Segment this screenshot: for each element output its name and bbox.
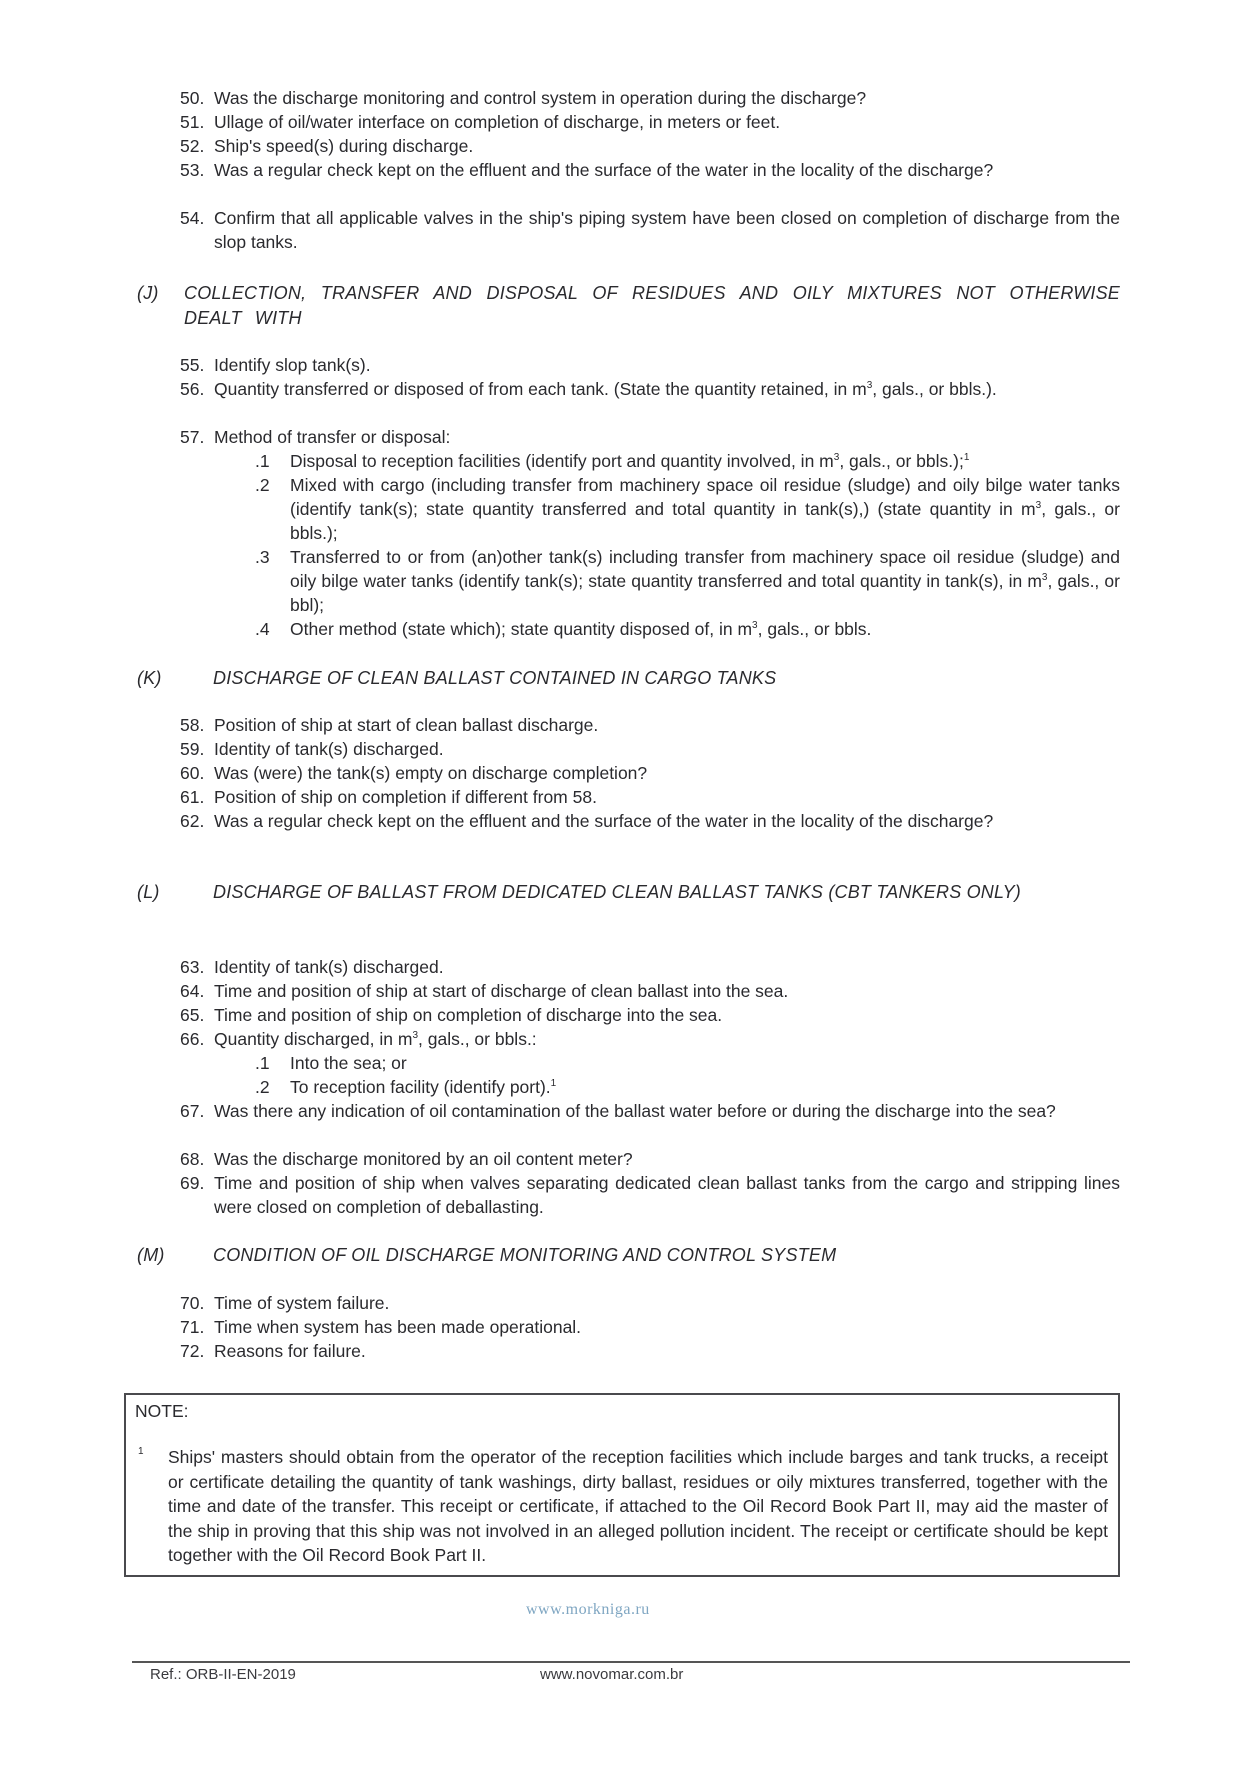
sub-item-text: Into the sea; or bbox=[290, 1053, 407, 1073]
sub-item bbox=[255, 1075, 1120, 1099]
sub-item bbox=[255, 617, 1120, 641]
item-number: 54. bbox=[180, 208, 205, 228]
item-text: Time and position of ship when valves separating dedicated clean ballast tanks from the cargo and stripping lines were closed on completion of deballasting. bbox=[214, 1173, 1120, 1217]
section-letter: (M) bbox=[137, 1245, 165, 1265]
footnote-marker: 1 bbox=[138, 1446, 144, 1457]
sub-item-text bbox=[290, 545, 1120, 617]
sub-item-text bbox=[290, 449, 1120, 473]
list-item bbox=[180, 110, 1120, 134]
footer-divider bbox=[132, 1661, 1130, 1663]
item-number: 50. bbox=[180, 88, 205, 108]
item-number: 59. bbox=[180, 739, 205, 759]
item-number: 57. bbox=[180, 427, 205, 447]
item-text-part: To reception facility (identify port). bbox=[290, 1077, 551, 1097]
superscript: 3 bbox=[833, 452, 840, 464]
item-text: Was a regular check kept on the effluent and the surface of the water in the locality of the discharge? bbox=[214, 811, 994, 831]
item-text: Ullage of oil/water interface on completion of discharge, in meters or feet. bbox=[214, 112, 781, 132]
sub-item-number: .4 bbox=[255, 619, 270, 639]
sub-item-text bbox=[290, 1075, 1120, 1099]
sub-item-number: .2 bbox=[255, 475, 270, 495]
sub-item bbox=[255, 473, 1120, 545]
item-text bbox=[214, 1027, 1120, 1051]
list-item bbox=[180, 979, 1120, 1003]
item-number: 58. bbox=[180, 715, 205, 735]
item-text-part: , gals., or bbl); bbox=[290, 571, 1120, 615]
note-text: Ships' masters should obtain from the operator of the reception facilities which include barges and tank trucks, a receipt or certificate detailing the quantity of tank washings, dirty ballast, residues or oily mixtures transferred, together with the time and date of the transfer. This receipt or certificate, if attached to the Oil Record Book Part II, may aid the master of the ship in proving that this ship was not involved in an alleged pollution incident. The receipt or certificate should be kept together with the Oil Record Book Part II. bbox=[168, 1447, 1108, 1565]
list-item bbox=[180, 713, 1120, 737]
item-text-part: , gals., or bbls.: bbox=[418, 1029, 537, 1049]
section-title: DISCHARGE OF BALLAST FROM DEDICATED CLEAN BALLAST TANKS (CBT TANKERS ONLY) bbox=[213, 882, 1021, 902]
section-title: DISCHARGE OF CLEAN BALLAST CONTAINED IN CARGO TANKS bbox=[213, 668, 777, 688]
item-text: Reasons for failure. bbox=[214, 1341, 366, 1361]
list-item bbox=[180, 785, 1120, 809]
item-number: 64. bbox=[180, 981, 205, 1001]
list-item bbox=[180, 809, 1120, 833]
item-text-part: Quantity discharged, in m bbox=[214, 1029, 413, 1049]
item-number: 72. bbox=[180, 1341, 205, 1361]
footer-reference: Ref.: ORB-II-EN-2019 bbox=[150, 1666, 296, 1683]
item-number: 53. bbox=[180, 160, 205, 180]
sub-item-number: .1 bbox=[255, 1053, 270, 1073]
item-text: Position of ship at start of clean ballast discharge. bbox=[214, 715, 599, 735]
list-item bbox=[180, 158, 1120, 182]
item-text-part: , gals., or bbls.); bbox=[839, 451, 964, 471]
item-text-part: Transferred to or from (an)other tank(s) including transfer from machinery space oil residue (sludge) and oily bilge water tanks (identify tank(s); state quantity transferred and total quantity in tank(s), in m bbox=[290, 547, 1120, 591]
section-heading-k bbox=[137, 666, 1120, 691]
item-text-part: , gals., or bbls.). bbox=[872, 379, 997, 399]
sub-item bbox=[255, 449, 1120, 473]
note-heading: NOTE: bbox=[135, 1401, 189, 1421]
item-text-part: Other method (state which); state quantity disposed of, in m bbox=[290, 619, 753, 639]
note-box bbox=[124, 1393, 1120, 1577]
list-item bbox=[180, 1291, 1120, 1315]
item-text bbox=[214, 377, 1120, 401]
item-text: Identity of tank(s) discharged. bbox=[214, 957, 444, 977]
item-text: Confirm that all applicable valves in the ship's piping system have been closed on completion of discharge from the slop tanks. bbox=[214, 208, 1120, 252]
superscript: 3 bbox=[1035, 500, 1042, 512]
item-text: Method of transfer or disposal: bbox=[214, 427, 451, 447]
item-number: 62. bbox=[180, 811, 205, 831]
note-body bbox=[138, 1445, 1108, 1568]
item-text: Was (were) the tank(s) empty on discharge completion? bbox=[214, 763, 648, 783]
item-text: Time when system has been made operational. bbox=[214, 1317, 582, 1337]
sub-item-number: .1 bbox=[255, 451, 270, 471]
section-letter: (K) bbox=[137, 668, 162, 688]
item-number: 70. bbox=[180, 1293, 205, 1313]
item-number: 66. bbox=[180, 1029, 205, 1049]
item-number: 65. bbox=[180, 1005, 205, 1025]
list-item bbox=[180, 134, 1120, 158]
list-item bbox=[180, 1003, 1120, 1027]
sub-item-text bbox=[290, 617, 1120, 641]
section-heading-j bbox=[137, 281, 1120, 331]
item-text-part: Disposal to reception facilities (identify port and quantity involved, in m bbox=[290, 451, 834, 471]
footer-url: www.novomar.com.br bbox=[540, 1666, 684, 1683]
list-item bbox=[180, 206, 1120, 254]
item-text: Was a regular check kept on the effluent and the surface of the water in the locality of the discharge? bbox=[214, 160, 994, 180]
item-text: Time and position of ship at start of discharge of clean ballast into the sea. bbox=[214, 981, 789, 1001]
item-text: Time and position of ship on completion of discharge into the sea. bbox=[214, 1005, 723, 1025]
item-text: Was there any indication of oil contamination of the ballast water before or during the discharge into the sea? bbox=[214, 1101, 1056, 1121]
section-heading-m bbox=[137, 1243, 1120, 1268]
item-number: 51. bbox=[180, 112, 205, 132]
sub-item-text bbox=[290, 473, 1120, 545]
list-item bbox=[180, 737, 1120, 761]
list-item bbox=[180, 1171, 1120, 1219]
item-number: 69. bbox=[180, 1173, 205, 1193]
footnote-ref: 1 bbox=[963, 452, 970, 464]
item-text: Was the discharge monitoring and control system in operation during the discharge? bbox=[214, 88, 867, 108]
superscript: 3 bbox=[1041, 572, 1048, 584]
item-number: 55. bbox=[180, 355, 205, 375]
section-heading-l bbox=[137, 880, 1120, 905]
list-item bbox=[180, 1315, 1120, 1339]
sub-item-number: .2 bbox=[255, 1077, 270, 1097]
superscript: 3 bbox=[752, 620, 758, 632]
section-letter: (J) bbox=[137, 283, 159, 303]
sub-item-number: .3 bbox=[255, 547, 270, 567]
list-item bbox=[180, 86, 1120, 110]
sub-item bbox=[255, 545, 1120, 617]
list-item bbox=[180, 353, 1120, 377]
item-number: 68. bbox=[180, 1149, 205, 1169]
list-item bbox=[180, 1339, 1120, 1363]
item-text-part: , gals., or bbls.); bbox=[290, 499, 1120, 543]
superscript: 3 bbox=[866, 380, 873, 392]
item-text: Time of system failure. bbox=[214, 1293, 390, 1313]
list-item bbox=[180, 1099, 1120, 1123]
list-item bbox=[180, 955, 1120, 979]
item-text: Identify slop tank(s). bbox=[214, 355, 371, 375]
item-number: 71. bbox=[180, 1317, 205, 1337]
item-number: 52. bbox=[180, 136, 205, 156]
list-item bbox=[180, 1027, 1120, 1051]
item-text: Ship's speed(s) during discharge. bbox=[214, 136, 474, 156]
list-item bbox=[180, 377, 1120, 401]
list-item bbox=[180, 425, 1120, 449]
item-number: 63. bbox=[180, 957, 205, 977]
item-text: Was the discharge monitored by an oil content meter? bbox=[214, 1149, 633, 1169]
list-item bbox=[180, 1147, 1120, 1171]
section-letter: (L) bbox=[137, 882, 160, 902]
list-item bbox=[180, 761, 1120, 785]
item-number: 60. bbox=[180, 763, 205, 783]
item-number: 61. bbox=[180, 787, 205, 807]
watermark: www.morkniga.ru bbox=[526, 1601, 650, 1618]
footnote-ref: 1 bbox=[550, 1078, 557, 1090]
sub-item bbox=[255, 1051, 1120, 1075]
superscript: 3 bbox=[412, 1030, 418, 1042]
item-text-part: , gals., or bbls. bbox=[757, 619, 872, 639]
section-title: CONDITION OF OIL DISCHARGE MONITORING AND CONTROL SYSTEM bbox=[213, 1245, 837, 1265]
item-text-part: Mixed with cargo (including transfer from machinery space oil residue (sludge) and oily bilge water tanks (identify tank(s); state quantity transferred and total quantity in tank(s),) (state quantity in m bbox=[290, 475, 1120, 519]
item-text: Identity of tank(s) discharged. bbox=[214, 739, 444, 759]
item-text-part: Quantity transferred or disposed of from each tank. (State the quantity retained, in m bbox=[214, 379, 867, 399]
item-number: 67. bbox=[180, 1101, 205, 1121]
item-number: 56. bbox=[180, 379, 205, 399]
item-text: Position of ship on completion if different from 58. bbox=[214, 787, 597, 807]
section-title: COLLECTION, TRANSFER AND DISPOSAL OF RESIDUES AND OILY MIXTURES NOT OTHERWISE DEALT WITH bbox=[184, 283, 1120, 328]
